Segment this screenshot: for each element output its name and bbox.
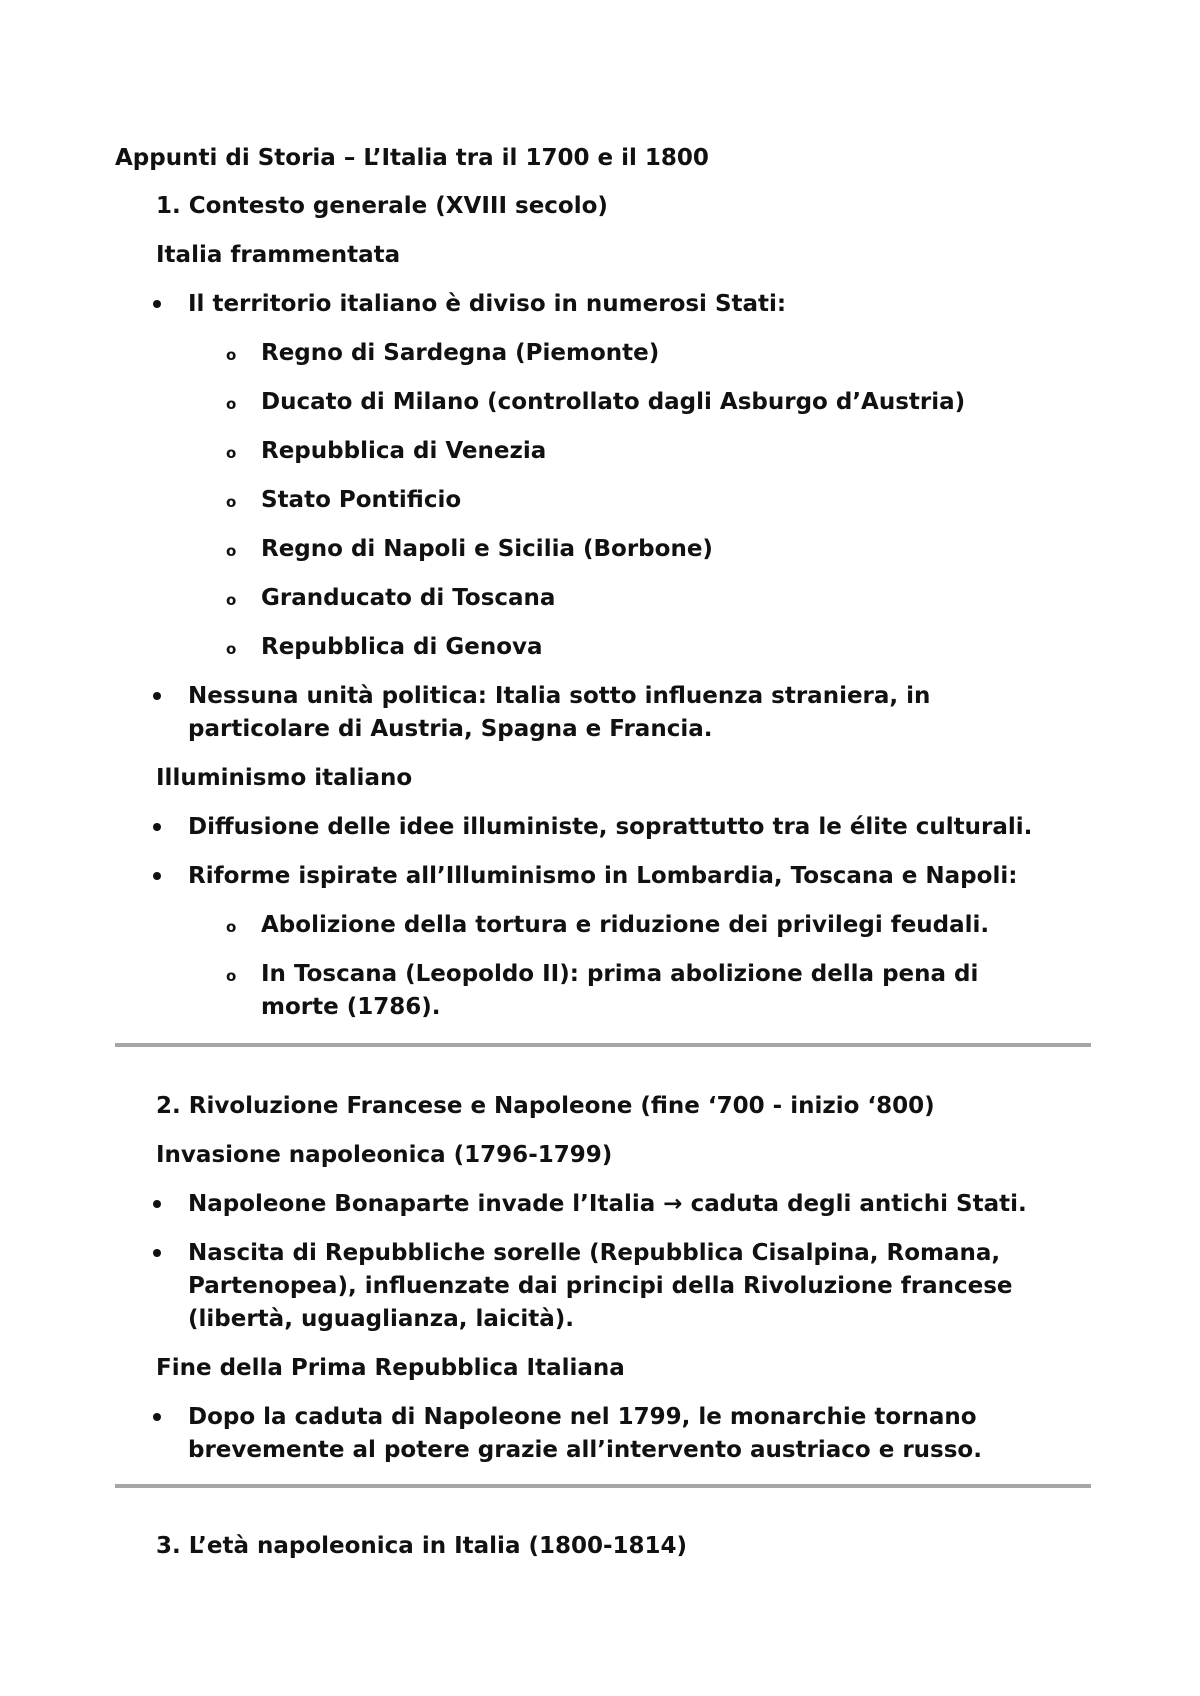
list-item-continued: (libertà, uguaglianza, laicità).	[188, 1306, 575, 1332]
subheading-invasione: Invasione napoleonica (1796-1799)	[156, 1142, 613, 1168]
document-title: Appunti di Storia – L’Italia tra il 1700 e il 1800	[115, 145, 709, 171]
bullet-dot	[153, 300, 161, 308]
subheading-italia-frammentata: Italia frammentata	[156, 242, 401, 268]
horizontal-rule	[115, 1484, 1091, 1488]
bullet-dot	[153, 823, 161, 831]
list-item-state: Granducato di Toscana	[261, 585, 556, 611]
sub-bullet-marker: o	[226, 346, 237, 364]
list-item-state: Repubblica di Genova	[261, 634, 543, 660]
section-3-heading: 3. L’età napoleonica in Italia (1800-1814)	[156, 1533, 688, 1559]
sub-bullet-marker: o	[226, 640, 237, 658]
list-item: Riforme ispirate all’Illuminismo in Lombardia, Toscana e Napoli:	[188, 863, 1018, 889]
sub-bullet-marker: o	[226, 493, 237, 511]
bullet-dot	[153, 1200, 161, 1208]
horizontal-rule	[115, 1043, 1091, 1047]
list-item-state: Regno di Napoli e Sicilia (Borbone)	[261, 536, 713, 562]
list-item: Nascita di Repubbliche sorelle (Repubblica Cisalpina, Romana,	[188, 1240, 1001, 1266]
section-2-heading: 2. Rivoluzione Francese e Napoleone (fine ‘700 - inizio ‘800)	[156, 1093, 935, 1119]
list-item: Diffusione delle idee illuministe, soprattutto tra le élite culturali.	[188, 814, 1033, 840]
list-item: Napoleone Bonaparte invade l’Italia → caduta degli antichi Stati.	[188, 1191, 1027, 1217]
list-item: Nessuna unità politica: Italia sotto influenza straniera, in	[188, 683, 931, 709]
bullet-dot	[153, 692, 161, 700]
section-1-heading: 1. Contesto generale (XVIII secolo)	[156, 193, 608, 219]
subheading-illuminismo: Illuminismo italiano	[156, 765, 413, 791]
list-item-continued: brevemente al potere grazie all’intervento austriaco e russo.	[188, 1437, 982, 1463]
list-item-reform: Abolizione della tortura e riduzione dei privilegi feudali.	[261, 912, 990, 938]
list-item-reform: In Toscana (Leopoldo II): prima abolizione della pena di	[261, 961, 979, 987]
list-item-state: Ducato di Milano (controllato dagli Asburgo d’Austria)	[261, 389, 966, 415]
sub-bullet-marker: o	[226, 542, 237, 560]
list-item-continued: morte (1786).	[261, 994, 441, 1020]
bullet-dot	[153, 1413, 161, 1421]
list-item-continued: Partenopea), influenzate dai principi della Rivoluzione francese	[188, 1273, 1013, 1299]
list-item: Dopo la caduta di Napoleone nel 1799, le monarchie tornano	[188, 1404, 977, 1430]
list-item-state: Regno di Sardegna (Piemonte)	[261, 340, 660, 366]
list-item-state: Stato Pontificio	[261, 487, 462, 513]
sub-bullet-marker: o	[226, 395, 237, 413]
sub-bullet-marker: o	[226, 591, 237, 609]
subheading-fine-repubblica: Fine della Prima Repubblica Italiana	[156, 1355, 625, 1381]
list-item-state: Repubblica di Venezia	[261, 438, 547, 464]
sub-bullet-marker: o	[226, 967, 237, 985]
bullet-dot	[153, 872, 161, 880]
list-item-continued: particolare di Austria, Spagna e Francia.	[188, 716, 713, 742]
sub-bullet-marker: o	[226, 444, 237, 462]
sub-bullet-marker: o	[226, 918, 237, 936]
list-item: Il territorio italiano è diviso in numerosi Stati:	[188, 291, 787, 317]
bullet-dot	[153, 1249, 161, 1257]
